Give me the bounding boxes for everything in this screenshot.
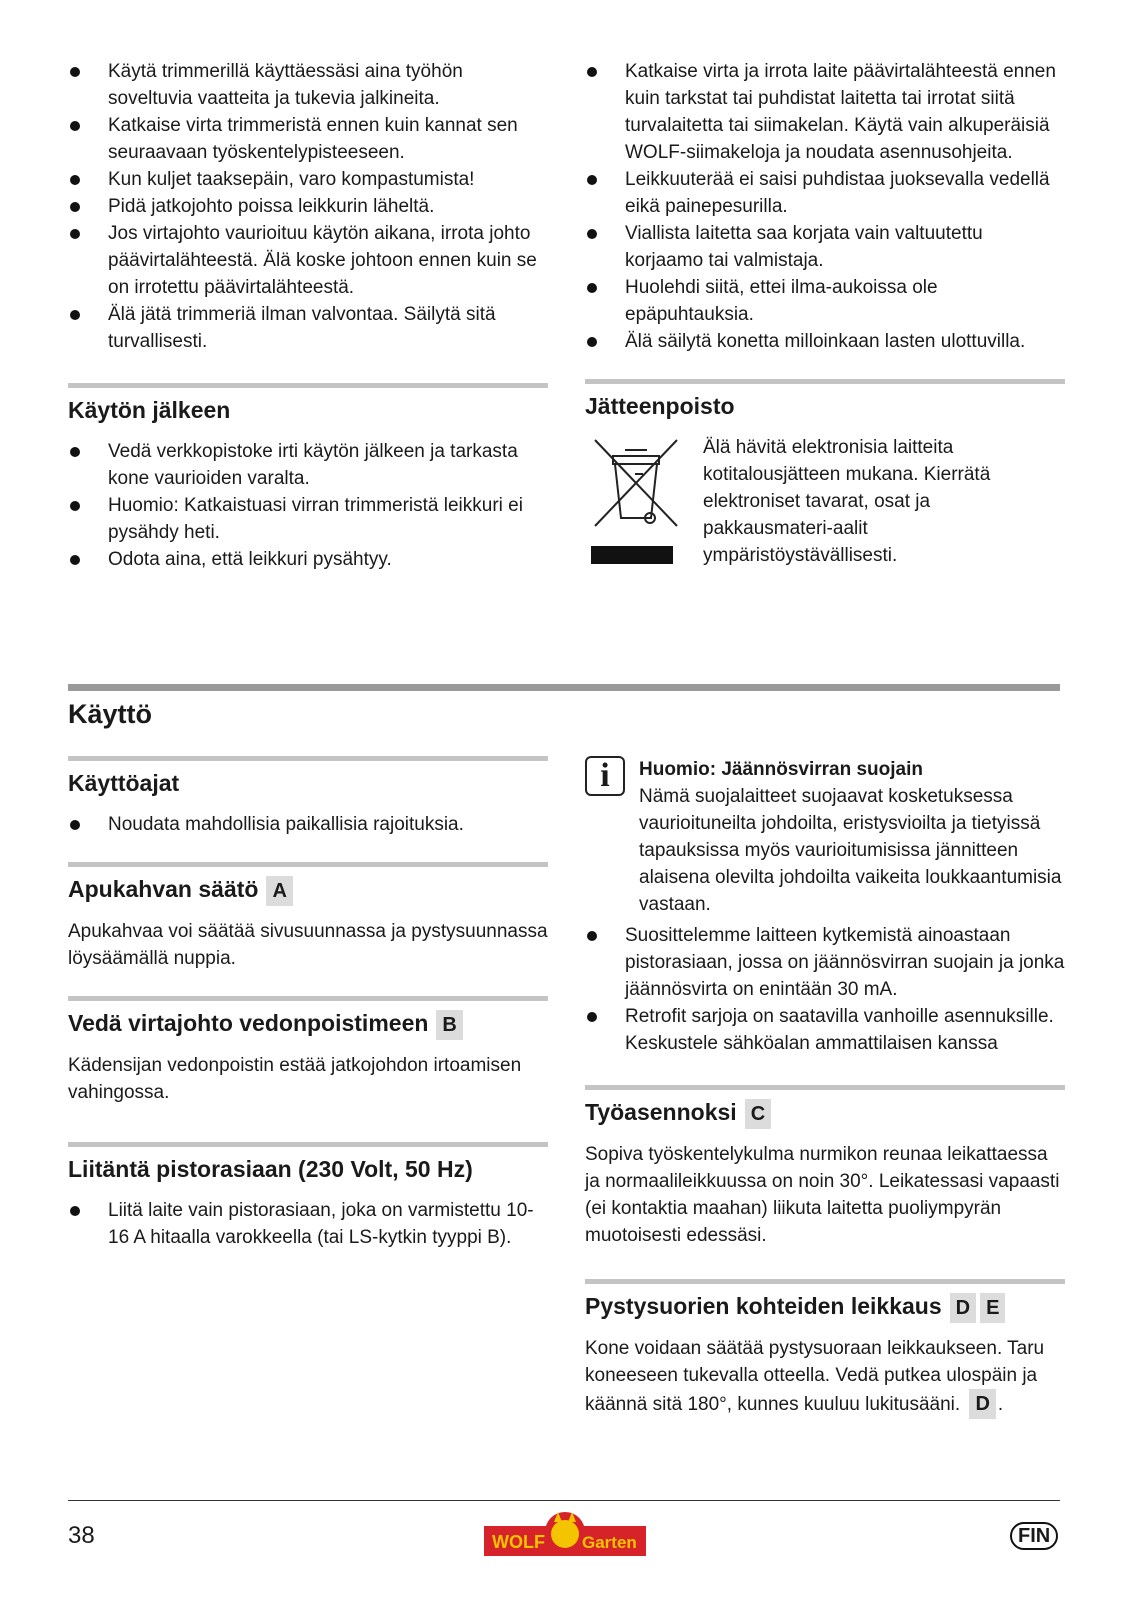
section-heading: Käytön jälkeen [68, 397, 231, 423]
note-title: Huomio: Jäännösvirran suojain [639, 759, 923, 780]
section-strain-relief [68, 996, 548, 1106]
logo-text-garten: Garten [582, 1533, 637, 1552]
figure-ref-badge: A [266, 876, 292, 906]
list-item: Katkaise virta ja irrota laite päävirtalähteestä ennen kuin tarkstat tai puhdistat laitetta tai irrotat siitä turvalaitetta tai siimakelan. Käytä vain alkuperäisiä WOLF-siimakeloja ja noudata asennusohjeita. [585, 58, 1065, 166]
section-heading [68, 873, 548, 906]
section-heading: Liitäntä pistorasiaan (230 Volt, 50 Hz) [68, 1156, 473, 1182]
wolf-garten-logo [484, 1504, 646, 1560]
list-item: Odota aina, että leikkuri pysähtyy. [68, 546, 548, 573]
list-item: Älä jätä trimmeriä ilman valvontaa. Säilytä sitä turvallisesti. [68, 301, 548, 355]
list-item: Huomio: Katkaistuasi virran trimmeristä leikkuri ei pysähdy heti. [68, 492, 548, 546]
main-section-rule [68, 684, 1060, 691]
main-section-title: Käyttö [68, 699, 153, 729]
aux-handle-text: Apukahvaa voi säätää sivusuunnassa ja pystysuunnassa löysäämällä nuppia. [68, 921, 548, 969]
bottom-right-column [585, 756, 1065, 1419]
list-item: Liitä laite vain pistorasiaan, joka on varmistettu 10-16 A hitaalla varokkeella (tai LS-kytkin tyyppi B). [68, 1197, 548, 1251]
figure-ref-badge: E [980, 1293, 1005, 1323]
top-right-column [585, 58, 1065, 571]
section-heading [585, 1290, 1065, 1323]
section-after-use [68, 383, 548, 573]
paragraph-text: Kone voidaan säätää pystysuoraan leikkaukseen. Taru koneeseen tukevalla otteella. Vedä putkea ulospäin ja käännä sitä 180°, kunnes kuuluu lukitusääni. [585, 1338, 1045, 1415]
paragraph-end: . [997, 1394, 1004, 1415]
after-use-bullet-list [68, 438, 548, 573]
list-item: Leikkuuterää ei saisi puhdistaa juoksevalla vedellä eikä painepesurilla. [585, 166, 1065, 220]
section-working-positions [585, 1085, 1065, 1249]
logo-text-wolf: WOLF [492, 1532, 545, 1552]
figure-ref-badge: D [950, 1293, 976, 1323]
heading-text: Pystysuorien kohteiden leikkaus [585, 1293, 942, 1319]
rcd-bullet-list [585, 922, 1065, 1057]
strain-relief-text: Kädensijan vedonpoistin estää jatkojohdon irtoamisen vahingossa. [68, 1055, 522, 1103]
vertical-cutting-text [585, 1335, 1065, 1419]
list-item: Älä säilytä konetta milloinkaan lasten ulottuvilla. [585, 328, 1065, 355]
disposal-text: Älä hävitä elektronisia laitteita kotitalousjätteen mukana. Kierrätä elektroniset tavarat, osat ja pakkausmateri-aalit ympäristöystävällisesti. [703, 437, 991, 566]
section-disposal [585, 379, 1065, 571]
rcd-note [585, 756, 1065, 918]
list-item: Kun kuljet taaksepäin, varo kompastumista! [68, 166, 548, 193]
figure-ref-badge: D [969, 1389, 995, 1419]
section-aux-handle [68, 862, 548, 972]
section-heading [68, 1007, 548, 1040]
heading-text: Apukahvan säätö [68, 876, 259, 902]
heading-text: Työasennoksi [585, 1099, 737, 1125]
list-item: Noudata mahdollisia paikallisia rajoituksia. [68, 811, 548, 838]
note-text: Nämä suojalaitteet suojaavat kosketuksessa vaurioituneilta johdoilta, eristysvioilta ja tietyissä tapauksissa myös vaurioitumisissa jännitteen alaisena olevilta johdoilta vaikeita loukkaantumisia vastaan. [639, 786, 1062, 915]
list-item: Suosittelemme laitteen kytkemistä ainoastaan pistorasiaan, jossa on jäännösvirran suojain ja jonka jäännösvirta on enintään 30 mA. [585, 922, 1065, 1003]
list-item: Jos virtajohto vaurioituu käytön aikana, irrota johto päävirtalähteestä. Älä koske johtoon ennen kuin se on irrotettu päävirtalähteestä. [68, 220, 548, 301]
working-positions-text: Sopiva työskentelykulma nurmikon reunaa leikattaessa ja normaalileikkuussa on noin 30°. Leikatessasi vapaasti (ei kontaktia maahan) liikuta laitetta puoliympyrän muotoisesti edessäsi. [585, 1144, 1060, 1246]
safety-bullet-list [68, 58, 548, 355]
footer-rule [68, 1500, 1060, 1501]
figure-ref-badge: C [745, 1099, 771, 1129]
heading-text: Vedä virtajohto vedonpoistimeen [68, 1010, 429, 1036]
list-item: Käytä trimmerillä käyttäessäsi aina työhön soveltuvia vaatteita ja tukevia jalkineita. [68, 58, 548, 112]
list-item: Katkaise virta trimmeristä ennen kuin kannat sen seuraavaan työskentelypisteeseen. [68, 112, 548, 166]
page-number: 38 [68, 1522, 95, 1549]
section-connection [68, 1142, 548, 1251]
section-heading: Jätteenpoisto [585, 393, 735, 419]
bottom-left-column [68, 756, 548, 1251]
language-badge: FIN [1010, 1522, 1058, 1550]
list-item: Retrofit sarjoja on saatavilla vanhoille asennuksille. Keskustele sähköalan ammattilaisen kanssa [585, 1003, 1065, 1057]
list-item: Huolehdi siitä, ettei ilma-aukoissa ole epäpuhtauksia. [585, 274, 1065, 328]
list-item: Vedä verkkopistoke irti käytön jälkeen ja tarkasta kone vaurioiden varalta. [68, 438, 548, 492]
crossed-out-wheelie-bin-icon [585, 434, 685, 571]
info-icon: i [585, 756, 625, 796]
section-heading [585, 1096, 1065, 1129]
list-item: Pidä jatkojohto poissa leikkurin läheltä. [68, 193, 548, 220]
figure-ref-badge: B [436, 1010, 462, 1040]
section-operating-times [68, 756, 548, 838]
section-vertical-cutting [585, 1279, 1065, 1419]
top-left-column [68, 58, 548, 573]
list-item: Viallista laitetta saa korjata vain valtuutettu korjaamo tai valmistaja. [585, 220, 1065, 274]
maintenance-bullet-list [585, 58, 1065, 355]
section-heading: Käyttöajat [68, 770, 180, 796]
